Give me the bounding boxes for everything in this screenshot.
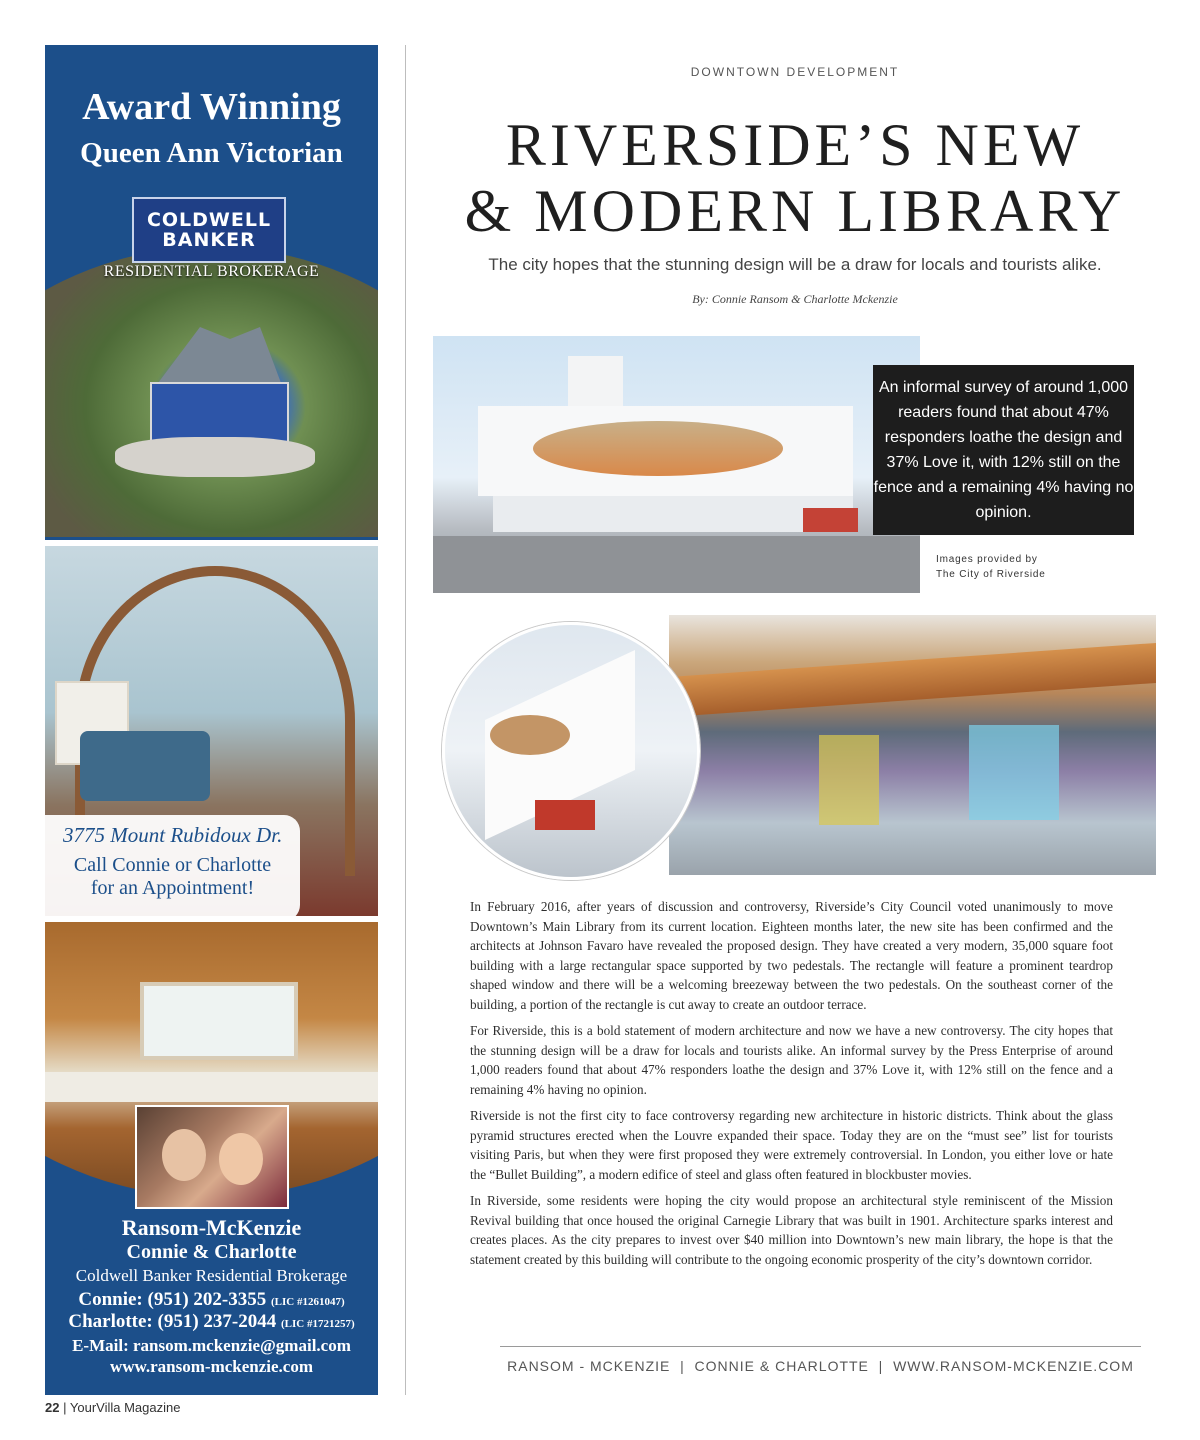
- library-breezeway-render: [669, 615, 1156, 875]
- cta-line-2: for an Appointment!: [90, 877, 255, 899]
- building-base: [493, 496, 853, 532]
- footer-separator: |: [63, 1400, 67, 1415]
- headline-line-1: RIVERSIDE’S NEW: [505, 112, 1085, 178]
- light-installation: [819, 735, 879, 825]
- agents-names: Connie & Charlotte: [126, 1241, 297, 1263]
- license-connie: (LIC #1261047): [271, 1296, 345, 1308]
- phone-charlotte: [45, 1311, 378, 1333]
- kitchen-counter: [45, 1072, 378, 1102]
- paragraph: In February 2016, after years of discussion and controversy, Riverside’s City Council voted unanimously to move Downtown’s Main Library from its current location. Eighteen months later, the new site has been confirmed and the architects at Johnson Favaro have revealed the proposed design. They have created a very modern, 35,000 square foot building with a large rectangular space supported by two pedestals. The rectangle will feature a prominent teardrop shaped window and there will be a welcoming breezeway between the two pedestals. On the southeast corner of the building, a portion of the rectangle is cut away to create an outdoor terrace.: [470, 899, 1113, 1012]
- light-installation: [969, 725, 1059, 820]
- article-headline: [430, 112, 1160, 244]
- email-contact: E-Mail: ransom.mckenzie@gmail.com: [72, 1336, 351, 1355]
- phone-charlotte-number: Charlotte: (951) 237-2044: [68, 1311, 277, 1332]
- sofa: [80, 731, 210, 801]
- building-tower: [568, 356, 623, 411]
- coldwell-banker-logo: [132, 197, 286, 263]
- logo-wordmark: COLDWELL BANKER: [146, 209, 272, 251]
- house-roof: [140, 327, 290, 387]
- address-callout: [45, 815, 300, 921]
- article-footer: RANSOM - MCKENZIE | CONNIE & CHARLOTTE | WWW.RANSOM-MCKENZIE.COM: [507, 1358, 1134, 1374]
- paragraph: Riverside is not the first city to face controversy regarding new architecture in historic districts. Think about the glass pyramid structures erected when the Louvre expanded their space. Today they are on the “must see” list for tourists visiting Paris, but when they were first proposed they were extremely controversial. In London, you either love or hate the “Bullet Building”, a modern edifice of steel and glass often featured in blockbuster movies.: [470, 1108, 1113, 1182]
- headline-line-2: & MODERN LIBRARY: [464, 178, 1126, 244]
- agent-face: [162, 1129, 206, 1181]
- teardrop-window: [490, 715, 570, 755]
- terrace-balcony: [669, 643, 1156, 717]
- publication-name: YourVilla Magazine: [69, 1400, 181, 1415]
- section-kicker: DOWNTOWN DEVELOPMENT: [690, 65, 900, 79]
- article-dek: The city hopes that the stunning design will be a draw for locals and tourists alike.: [488, 255, 1102, 274]
- website-link: www.ransom-mckenzie.com: [109, 1357, 313, 1376]
- agents-portrait: [135, 1105, 289, 1209]
- article-body: [470, 897, 1113, 1276]
- agents-team-name: Ransom-McKenzie: [121, 1215, 302, 1240]
- footer-rule: [500, 1346, 1141, 1347]
- article-byline: By: Connie Ransom & Charlotte Mckenzie: [692, 292, 898, 306]
- building-accent: [535, 800, 595, 830]
- teardrop-window: [533, 421, 783, 476]
- victorian-house-photo: [45, 247, 378, 537]
- library-corner-render: [442, 622, 700, 880]
- ad-title: Award Winning: [82, 86, 341, 128]
- cta-line-1: Call Connie or Charlotte: [73, 854, 272, 876]
- paragraph: For Riverside, this is a bold statement of modern architecture and now we have a new controversy. The city hopes that the stunning design will be a draw for locals and tourists alike. An informal survey by the Press Enterprise of around 1,000 readers found that about 47% responders loathe the design and 37% Love it, with 12% still on the fence and a remaining 4% having no opinion.: [470, 1023, 1113, 1097]
- image-credit: [936, 552, 1116, 582]
- property-address: 3775 Mount Rubidoux Dr.: [63, 823, 283, 847]
- ad-subtitle: Queen Ann Victorian: [80, 137, 343, 169]
- plaza: [433, 536, 920, 593]
- house-porch: [115, 437, 315, 477]
- column-divider: [405, 45, 406, 1395]
- agent-face: [219, 1133, 263, 1185]
- page-number: 22: [45, 1400, 60, 1415]
- license-charlotte: (LIC #1721257): [281, 1318, 355, 1330]
- image-credit-line-2: The City of Riverside: [936, 569, 1046, 580]
- paragraph: In Riverside, some residents were hoping the city would propose an architectural style reminiscent of the Mission Revival building that once housed the original Carnegie Library that was built in 1901. Architecture sparks interest and creates places. As the city prepares to invest over $40 million into Downtown’s new main library, the hope is that the statement created by this building will contribute to the ongoing economic prosperity of the city’s downtown corridor.: [470, 1193, 1113, 1267]
- building-accent: [803, 508, 858, 532]
- phone-connie: [45, 1289, 378, 1311]
- kitchen-window: [140, 982, 298, 1060]
- real-estate-ad: [45, 45, 378, 1395]
- survey-callout: An informal survey of around 1,000 readers found that about 47% responders loathe the design and 37% Love it, with 12% still on the fence and a remaining 4% having no opinion.: [873, 365, 1134, 535]
- page-footer: [45, 1400, 180, 1415]
- library-exterior-render: [433, 336, 920, 593]
- brokerage-name: Coldwell Banker Residential Brokerage: [75, 1266, 348, 1285]
- phone-connie-number: Connie: (951) 202-3355: [78, 1289, 267, 1310]
- logo-subtext: RESIDENTIAL BROKERAGE: [103, 263, 320, 280]
- image-credit-line-1: Images provided by: [936, 554, 1038, 565]
